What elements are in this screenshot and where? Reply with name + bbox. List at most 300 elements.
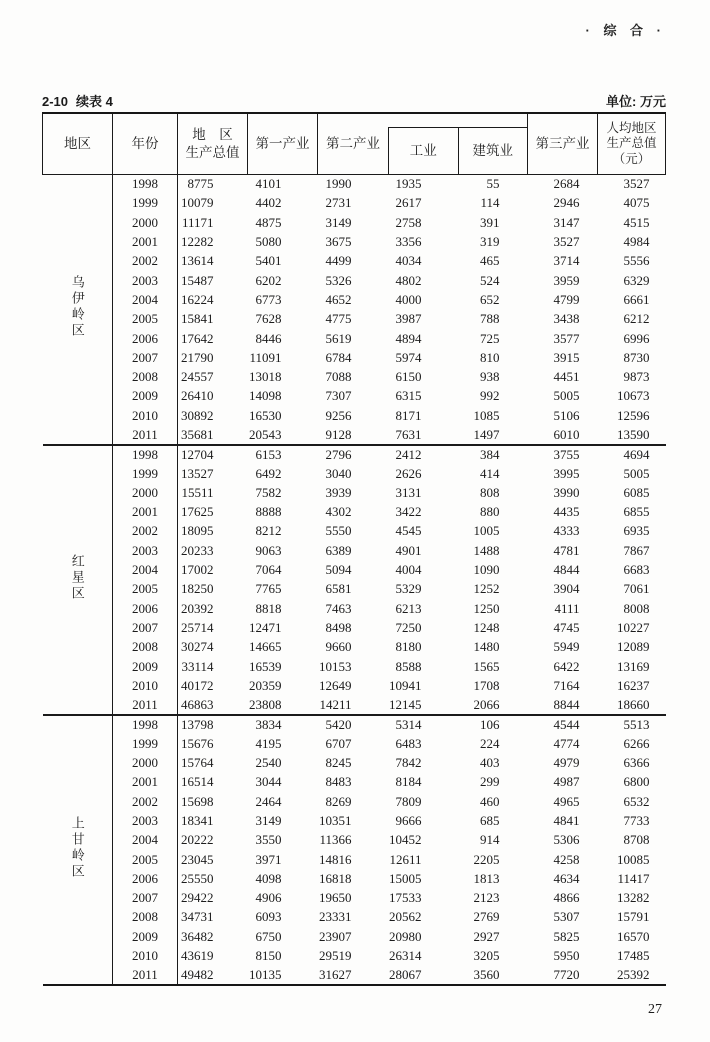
industry-cell: 3987 [395, 311, 422, 327]
primary-industry-cell: 20543 [249, 426, 282, 442]
per-capita-gdp-cell: 6855 [623, 504, 650, 520]
industry-cell: 10941 [389, 677, 422, 693]
header-per-capita-line2: 生产总值 [606, 136, 657, 151]
construction-cell: 1813 [473, 870, 500, 886]
year-cell: 1999 [113, 734, 178, 753]
per-capita-gdp-cell: 25392 [617, 966, 650, 982]
secondary-industry-cell: 1990 [325, 176, 352, 192]
gdp-cell: 20222 [181, 832, 214, 848]
secondary-industry-cell: 3939 [325, 484, 352, 500]
primary-industry-cell: 20359 [249, 677, 282, 693]
construction-cell: 992 [480, 388, 500, 404]
header-row [43, 113, 666, 175]
table-row [43, 406, 666, 425]
gdp-cell: 17625 [181, 504, 214, 520]
year-cell: 1998 [113, 175, 178, 194]
year-cell: 2008 [113, 638, 178, 657]
tertiary-industry-cell: 5307 [553, 909, 580, 925]
tertiary-industry-cell: 6422 [553, 658, 580, 674]
year-cell: 2001 [113, 232, 178, 251]
table-row [43, 348, 666, 367]
per-capita-gdp-cell: 4515 [623, 214, 650, 230]
per-capita-gdp-cell: 8008 [623, 600, 650, 616]
table-row [43, 503, 666, 522]
year-cell: 2004 [113, 831, 178, 850]
tertiary-industry-cell: 5950 [553, 948, 580, 964]
table-row [43, 213, 666, 232]
per-capita-gdp-cell: 6996 [623, 330, 650, 346]
region-label-text: 乌伊岭区 [69, 275, 85, 340]
year-cell: 1999 [113, 464, 178, 483]
per-capita-gdp-cell: 6266 [623, 735, 650, 751]
per-capita-gdp-cell: 11417 [617, 870, 650, 886]
industry-cell: 5974 [395, 349, 422, 365]
tertiary-industry-cell: 3147 [553, 214, 580, 230]
header-gdp [178, 113, 248, 175]
tertiary-industry-cell: 7720 [553, 966, 580, 982]
year-cell: 1999 [113, 194, 178, 213]
statistics-table [42, 112, 666, 986]
table-row [43, 194, 666, 213]
table-caption-row [42, 91, 666, 110]
tertiary-industry-cell: 5949 [553, 639, 580, 655]
section-header [586, 20, 667, 39]
gdp-cell: 29422 [181, 890, 214, 906]
year-cell: 2003 [113, 541, 178, 560]
year-cell: 2009 [113, 927, 178, 946]
per-capita-gdp-cell: 16237 [617, 677, 650, 693]
gdp-cell: 15698 [181, 793, 214, 809]
year-cell: 2001 [113, 503, 178, 522]
industry-cell: 6483 [395, 735, 422, 751]
per-capita-gdp-cell: 6683 [623, 562, 650, 578]
year-cell: 2004 [113, 560, 178, 579]
primary-industry-cell: 3971 [255, 851, 282, 867]
secondary-industry-cell: 6581 [325, 581, 352, 597]
table-row [43, 908, 666, 927]
year-cell: 2003 [113, 271, 178, 290]
gdp-cell: 33114 [181, 658, 214, 674]
year-cell: 2011 [113, 696, 178, 715]
construction-cell: 1005 [473, 523, 500, 539]
primary-industry-cell: 3550 [255, 832, 282, 848]
secondary-industry-cell: 3149 [325, 214, 352, 230]
year-cell: 1998 [113, 715, 178, 734]
gdp-cell: 46863 [181, 696, 214, 712]
section-header-text: · 综 合 · [585, 23, 666, 38]
primary-industry-cell: 8212 [255, 523, 282, 539]
table-row [43, 252, 666, 271]
per-capita-gdp-cell: 5513 [623, 716, 650, 732]
year-cell: 2006 [113, 869, 178, 888]
table-row [43, 618, 666, 637]
gdp-cell: 10079 [181, 195, 214, 211]
secondary-industry-cell: 5619 [325, 330, 352, 346]
per-capita-gdp-cell: 4984 [623, 234, 650, 250]
secondary-industry-cell: 8245 [325, 755, 352, 771]
per-capita-gdp-cell: 18660 [617, 696, 650, 712]
secondary-industry-cell: 8269 [325, 793, 352, 809]
industry-cell: 6213 [395, 600, 422, 616]
tertiary-industry-cell: 4634 [553, 870, 580, 886]
tertiary-industry-cell: 4866 [553, 890, 580, 906]
secondary-industry-cell: 14816 [319, 851, 352, 867]
unit-label: 单位: 万元 [606, 94, 666, 109]
tertiary-industry-cell: 8844 [553, 696, 580, 712]
region-label [43, 175, 113, 445]
secondary-industry-cell: 7088 [325, 369, 352, 385]
region-label-text: 红星区 [69, 553, 85, 602]
primary-industry-cell: 7765 [255, 581, 282, 597]
construction-cell: 938 [480, 369, 500, 385]
gdp-cell: 15511 [181, 484, 214, 500]
region-block [43, 715, 666, 985]
per-capita-gdp-cell: 6935 [623, 523, 650, 539]
table-row [43, 946, 666, 965]
gdp-cell: 8775 [187, 176, 214, 192]
primary-industry-cell: 16539 [249, 658, 282, 674]
year-cell: 2010 [113, 406, 178, 425]
year-cell: 2004 [113, 290, 178, 309]
construction-cell: 114 [480, 195, 500, 211]
gdp-cell: 25714 [181, 619, 214, 635]
industry-cell: 4034 [395, 253, 422, 269]
table-row [43, 329, 666, 348]
tertiary-industry-cell: 5005 [553, 388, 580, 404]
header-secondary-industry: 第二产业 [326, 136, 380, 152]
construction-cell: 2205 [473, 851, 500, 867]
year-cell: 2001 [113, 773, 178, 792]
industry-cell: 20980 [389, 928, 422, 944]
construction-cell: 524 [480, 272, 500, 288]
year-cell: 1998 [113, 445, 178, 464]
table-title: 续表 4 [76, 94, 113, 109]
tertiary-industry-cell: 2684 [553, 176, 580, 192]
industry-cell: 1935 [395, 176, 422, 192]
header-gdp-line2: 生产总值 [185, 145, 240, 160]
construction-cell: 880 [480, 504, 500, 520]
tertiary-industry-cell: 4965 [553, 793, 580, 809]
year-cell: 2002 [113, 522, 178, 541]
per-capita-gdp-cell: 6212 [623, 311, 650, 327]
secondary-industry-cell: 7307 [325, 388, 352, 404]
header-construction: 建筑业 [472, 143, 514, 159]
construction-cell: 299 [480, 774, 500, 790]
primary-industry-cell: 14665 [249, 639, 282, 655]
industry-cell: 3356 [395, 234, 422, 250]
secondary-industry-cell: 12649 [319, 677, 352, 693]
tertiary-industry-cell: 3755 [553, 446, 580, 462]
table-row [43, 310, 666, 329]
construction-cell: 1480 [473, 639, 500, 655]
industry-cell: 4901 [395, 542, 422, 558]
header-secondary-group [318, 113, 528, 175]
primary-industry-cell: 6202 [255, 272, 282, 288]
construction-cell: 1252 [473, 581, 500, 597]
secondary-industry-cell: 10351 [319, 812, 352, 828]
gdp-cell: 20233 [181, 542, 214, 558]
secondary-industry-cell: 4302 [325, 504, 352, 520]
gdp-cell: 12282 [181, 234, 214, 250]
construction-cell: 810 [480, 349, 500, 365]
year-cell: 2002 [113, 252, 178, 271]
industry-cell: 8180 [395, 639, 422, 655]
per-capita-gdp-cell: 10673 [617, 388, 650, 404]
industry-cell: 3422 [395, 504, 422, 520]
table-row [43, 290, 666, 309]
primary-industry-cell: 11091 [249, 349, 282, 365]
industry-cell: 26314 [389, 948, 422, 964]
gdp-cell: 13527 [181, 465, 214, 481]
primary-industry-cell: 2464 [255, 793, 282, 809]
construction-cell: 685 [480, 812, 500, 828]
tertiary-industry-cell: 4987 [553, 774, 580, 790]
gdp-cell: 15764 [181, 755, 214, 771]
industry-cell: 6315 [395, 388, 422, 404]
construction-cell: 2066 [473, 696, 500, 712]
secondary-industry-cell: 8483 [325, 774, 352, 790]
construction-cell: 1488 [473, 542, 500, 558]
secondary-industry-cell: 3675 [325, 234, 352, 250]
tertiary-industry-cell: 3577 [553, 330, 580, 346]
secondary-industry-cell: 4499 [325, 253, 352, 269]
per-capita-gdp-cell: 8730 [623, 349, 650, 365]
construction-cell: 403 [480, 755, 500, 771]
region-block [43, 445, 666, 715]
construction-cell: 106 [480, 716, 500, 732]
table-row [43, 831, 666, 850]
table-row [43, 483, 666, 502]
gdp-cell: 23045 [181, 851, 214, 867]
industry-cell: 4004 [395, 562, 422, 578]
industry-cell: 8184 [395, 774, 422, 790]
year-cell: 2008 [113, 908, 178, 927]
table-row [43, 599, 666, 618]
table-row [43, 175, 666, 194]
table-row [43, 657, 666, 676]
per-capita-gdp-cell: 3527 [623, 176, 650, 192]
year-cell: 2005 [113, 850, 178, 869]
primary-industry-cell: 12471 [249, 619, 282, 635]
gdp-cell: 43619 [181, 948, 214, 964]
secondary-industry-cell: 14211 [319, 696, 352, 712]
industry-cell: 4545 [395, 523, 422, 539]
tertiary-industry-cell: 4745 [553, 619, 580, 635]
industry-cell: 7809 [395, 793, 422, 809]
construction-cell: 788 [480, 311, 500, 327]
header-gdp-line1: 地 区 [192, 127, 233, 143]
industry-cell: 2758 [395, 214, 422, 230]
year-cell: 2010 [113, 676, 178, 695]
secondary-industry-cell: 23331 [319, 909, 352, 925]
construction-cell: 2927 [473, 928, 500, 944]
per-capita-gdp-cell: 8708 [623, 832, 650, 848]
construction-cell: 384 [480, 446, 500, 462]
gdp-cell: 12704 [181, 446, 214, 462]
table-row [43, 869, 666, 888]
tertiary-industry-cell: 6010 [553, 426, 580, 442]
industry-cell: 10452 [389, 832, 422, 848]
gdp-cell: 17002 [181, 562, 214, 578]
construction-cell: 319 [480, 234, 500, 250]
construction-cell: 1250 [473, 600, 500, 616]
secondary-industry-cell: 4652 [325, 291, 352, 307]
primary-industry-cell: 4101 [255, 176, 282, 192]
secondary-industry-cell: 10153 [319, 658, 352, 674]
tertiary-industry-cell: 4781 [553, 542, 580, 558]
per-capita-gdp-cell: 6661 [623, 291, 650, 307]
tertiary-industry-cell: 3438 [553, 311, 580, 327]
tertiary-industry-cell: 2946 [553, 195, 580, 211]
gdp-cell: 21790 [181, 349, 214, 365]
primary-industry-cell: 9063 [255, 542, 282, 558]
primary-industry-cell: 2540 [255, 755, 282, 771]
secondary-subheader-box [388, 127, 527, 174]
industry-cell: 6150 [395, 369, 422, 385]
industry-cell: 3131 [395, 484, 422, 500]
table-row [43, 464, 666, 483]
gdp-cell: 20392 [181, 600, 214, 616]
primary-industry-cell: 4875 [255, 214, 282, 230]
header-per-capita-line1: 人均地区 [606, 121, 657, 136]
construction-cell: 2769 [473, 909, 500, 925]
tertiary-industry-cell: 4844 [553, 562, 580, 578]
per-capita-gdp-cell: 6532 [623, 793, 650, 809]
tertiary-industry-cell: 4435 [553, 504, 580, 520]
table-row [43, 522, 666, 541]
secondary-industry-cell: 9128 [325, 426, 352, 442]
tertiary-industry-cell: 5825 [553, 928, 580, 944]
tertiary-industry-cell: 3915 [553, 349, 580, 365]
construction-cell: 224 [480, 735, 500, 751]
table-row [43, 541, 666, 560]
construction-cell: 1497 [473, 426, 500, 442]
industry-cell: 4802 [395, 272, 422, 288]
per-capita-gdp-cell: 7733 [623, 812, 650, 828]
secondary-industry-cell: 9256 [325, 407, 352, 423]
year-cell: 2000 [113, 483, 178, 502]
primary-industry-cell: 6153 [255, 446, 282, 462]
gdp-cell: 15487 [181, 272, 214, 288]
primary-industry-cell: 4195 [255, 735, 282, 751]
construction-cell: 914 [480, 832, 500, 848]
table-row [43, 734, 666, 753]
construction-cell: 1090 [473, 562, 500, 578]
header-per-capita-gdp [598, 113, 666, 175]
gdp-cell: 18095 [181, 523, 214, 539]
gdp-cell: 25550 [181, 870, 214, 886]
per-capita-gdp-cell: 5556 [623, 253, 650, 269]
table-number: 2-10 [42, 94, 69, 109]
tertiary-industry-cell: 5106 [553, 407, 580, 423]
industry-cell: 7631 [395, 426, 422, 442]
tertiary-industry-cell: 4774 [553, 735, 580, 751]
primary-industry-cell: 10135 [249, 966, 282, 982]
secondary-industry-cell: 16818 [319, 870, 352, 886]
table-row [43, 888, 666, 907]
industry-cell: 7842 [395, 755, 422, 771]
gdp-cell: 49482 [181, 966, 214, 982]
table-row [43, 387, 666, 406]
primary-industry-cell: 6750 [255, 928, 282, 944]
year-cell: 2009 [113, 387, 178, 406]
secondary-industry-cell: 5326 [325, 272, 352, 288]
per-capita-gdp-cell: 10085 [617, 851, 650, 867]
table-row [43, 580, 666, 599]
table-row [43, 696, 666, 715]
primary-industry-cell: 4098 [255, 870, 282, 886]
per-capita-gdp-cell: 17485 [617, 948, 650, 964]
table-header [43, 113, 666, 175]
table-row [43, 560, 666, 579]
construction-cell: 1708 [473, 677, 500, 693]
construction-cell: 652 [480, 291, 500, 307]
industry-cell: 8171 [395, 407, 422, 423]
industry-cell: 15005 [389, 870, 422, 886]
industry-cell: 28067 [389, 966, 422, 982]
construction-cell: 414 [480, 465, 500, 481]
primary-industry-cell: 4906 [255, 890, 282, 906]
per-capita-gdp-cell: 4694 [623, 446, 650, 462]
gdp-cell: 15676 [181, 735, 214, 751]
industry-cell: 2626 [395, 465, 422, 481]
table-row [43, 638, 666, 657]
industry-cell: 4894 [395, 330, 422, 346]
tertiary-industry-cell: 4799 [553, 291, 580, 307]
year-cell: 2006 [113, 329, 178, 348]
industry-cell: 12611 [389, 851, 422, 867]
construction-cell: 2123 [473, 890, 500, 906]
industry-cell: 2617 [395, 195, 422, 211]
per-capita-gdp-cell: 13282 [617, 890, 650, 906]
header-industry: 工业 [389, 128, 459, 174]
construction-cell: 55 [486, 176, 500, 192]
year-cell: 2000 [113, 213, 178, 232]
primary-industry-cell: 13018 [249, 369, 282, 385]
secondary-industry-cell: 23907 [319, 928, 352, 944]
year-cell: 2007 [113, 888, 178, 907]
gdp-cell: 11171 [181, 214, 214, 230]
table-row [43, 367, 666, 386]
tertiary-industry-cell: 4544 [553, 716, 580, 732]
table-row [43, 271, 666, 290]
region-label [43, 715, 113, 985]
secondary-industry-cell: 5550 [325, 523, 352, 539]
year-cell: 2011 [113, 966, 178, 985]
secondary-industry-cell: 5420 [325, 716, 352, 732]
table-row [43, 966, 666, 985]
per-capita-gdp-cell: 6366 [623, 755, 650, 771]
gdp-cell: 26410 [181, 388, 214, 404]
per-capita-gdp-cell: 7867 [623, 542, 650, 558]
table-row [43, 445, 666, 464]
construction-cell: 460 [480, 793, 500, 809]
primary-industry-cell: 5401 [255, 253, 282, 269]
gdp-cell: 30274 [181, 639, 214, 655]
secondary-industry-cell: 11366 [319, 832, 352, 848]
construction-cell: 1085 [473, 407, 500, 423]
construction-cell: 391 [480, 214, 500, 230]
region-block [43, 175, 666, 445]
gdp-cell: 16514 [181, 774, 214, 790]
industry-cell: 20562 [389, 909, 422, 925]
header-primary-industry: 第一产业 [248, 113, 318, 175]
table-row [43, 425, 666, 444]
primary-industry-cell: 7628 [255, 311, 282, 327]
per-capita-gdp-cell: 12596 [617, 407, 650, 423]
table-row [43, 792, 666, 811]
construction-cell: 725 [480, 330, 500, 346]
